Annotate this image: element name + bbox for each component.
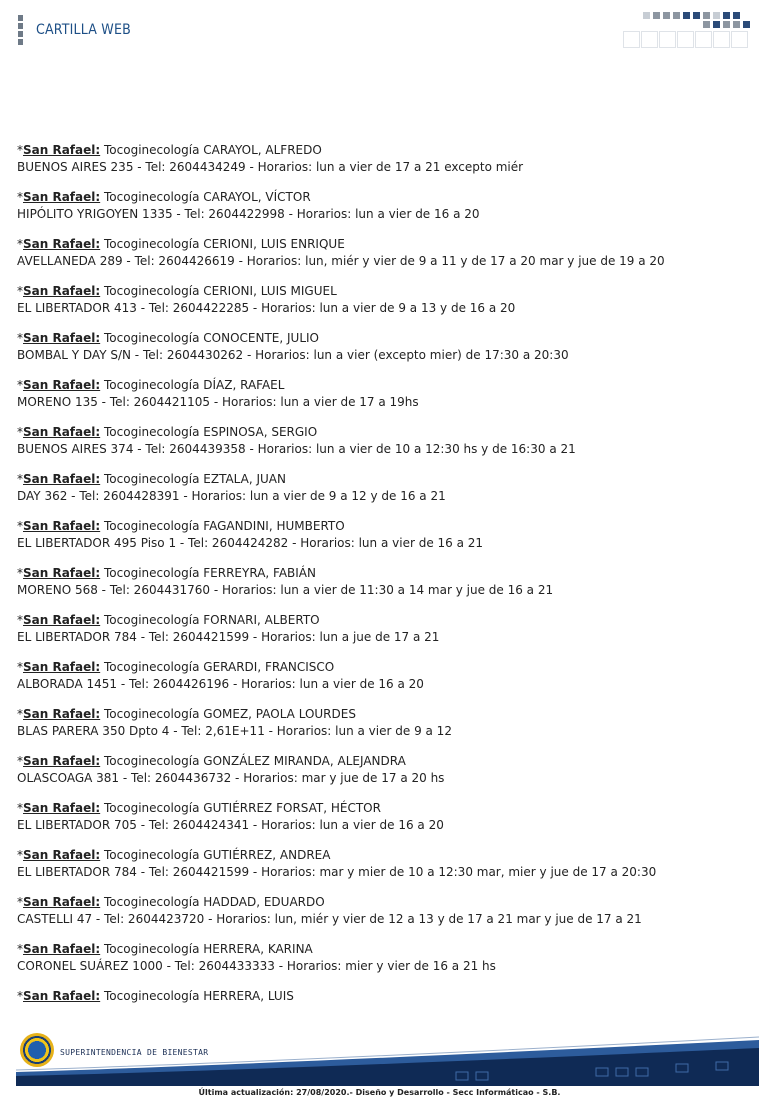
decor-square	[703, 21, 710, 28]
entry-details: DAY 362 - Tel: 2604428391 - Horarios: lun a vier de 9 a 12 y de 16 a 21	[17, 489, 446, 503]
decor-square	[743, 21, 750, 28]
entry-details: CASTELLI 47 - Tel: 2604423720 - Horarios: lun, miér y vier de 12 a 13 y de 17 a 21 mar y jue de 17 a 21	[17, 912, 642, 926]
decor-square	[673, 12, 680, 19]
decor-square	[643, 12, 650, 19]
entry-doctor: ESPINOSA, SERGIO	[203, 425, 318, 439]
entry-prefix: *	[17, 566, 23, 580]
entry-location: San Rafael:	[23, 472, 101, 486]
entry-heading	[17, 753, 747, 770]
entry-location: San Rafael:	[23, 190, 101, 204]
entry-details: OLASCOAGA 381 - Tel: 2604436732 - Horarios: mar y jue de 17 a 20 hs	[17, 771, 445, 785]
list-item	[17, 189, 747, 223]
page-header	[0, 0, 759, 60]
entry-prefix: *	[17, 660, 23, 674]
decor-box	[641, 31, 658, 48]
list-item	[17, 706, 747, 740]
entry-doctor: CONOCENTE, JULIO	[203, 331, 319, 345]
entry-specialty: Tocoginecología	[104, 895, 200, 909]
entry-prefix: *	[17, 143, 23, 157]
entry-specialty: Tocoginecología	[104, 660, 200, 674]
entry-specialty: Tocoginecología	[104, 472, 200, 486]
entry-heading	[17, 894, 747, 911]
entry-location: San Rafael:	[23, 613, 101, 627]
entry-heading	[17, 142, 747, 159]
seal-icon	[20, 1033, 54, 1067]
entry-doctor: GONZÁLEZ MIRANDA, ALEJANDRA	[203, 754, 406, 768]
list-item	[17, 377, 747, 411]
entry-heading	[17, 659, 747, 676]
entry-location: San Rafael:	[23, 942, 101, 956]
entry-doctor: GERARDI, FRANCISCO	[203, 660, 335, 674]
entry-details: CORONEL SUÁREZ 1000 - Tel: 2604433333 - Horarios: mier y vier de 16 a 21 hs	[17, 959, 496, 973]
entry-prefix: *	[17, 989, 23, 1003]
entry-specialty: Tocoginecología	[104, 190, 200, 204]
entry-prefix: *	[17, 425, 23, 439]
list-item	[17, 142, 747, 176]
entry-location: San Rafael:	[23, 566, 101, 580]
list-item	[17, 800, 747, 834]
entry-doctor: CERIONI, LUIS ENRIQUE	[203, 237, 345, 251]
entry-specialty: Tocoginecología	[104, 331, 200, 345]
entry-specialty: Tocoginecología	[104, 848, 200, 862]
entry-specialty: Tocoginecología	[104, 425, 200, 439]
list-item	[17, 565, 747, 599]
decor-square	[713, 21, 720, 28]
entry-heading	[17, 518, 747, 535]
entry-location: San Rafael:	[23, 143, 101, 157]
list-item	[17, 424, 747, 458]
entry-specialty: Tocoginecología	[104, 566, 200, 580]
entry-doctor: CARAYOL, VÍCTOR	[203, 190, 311, 204]
entry-prefix: *	[17, 613, 23, 627]
entry-doctor: GUTIÉRREZ, ANDREA	[203, 848, 331, 862]
decor-box	[677, 31, 694, 48]
list-item	[17, 330, 747, 364]
entry-details: BOMBAL Y DAY S/N - Tel: 2604430262 - Horarios: lun a vier (excepto mier) de 17:30 a 20:30	[17, 348, 569, 362]
list-item	[17, 847, 747, 881]
entry-heading	[17, 377, 747, 394]
entry-prefix: *	[17, 707, 23, 721]
entry-heading	[17, 612, 747, 629]
decor-square	[733, 21, 740, 28]
entry-heading	[17, 330, 747, 347]
entry-prefix: *	[17, 801, 23, 815]
provider-list	[17, 142, 747, 1005]
entry-doctor: HERRERA, LUIS	[203, 989, 294, 1003]
entry-prefix: *	[17, 237, 23, 251]
entry-location: San Rafael:	[23, 801, 101, 815]
entry-specialty: Tocoginecología	[104, 613, 200, 627]
entry-specialty: Tocoginecología	[104, 284, 200, 298]
entry-doctor: FAGANDINI, HUMBERTO	[203, 519, 345, 533]
entry-location: San Rafael:	[23, 754, 101, 768]
decor-square	[683, 12, 690, 19]
entry-specialty: Tocoginecología	[104, 707, 200, 721]
page-title: CARTILLA WEB	[36, 22, 131, 38]
list-item	[17, 753, 747, 787]
entry-details: ALBORADA 1451 - Tel: 2604426196 - Horarios: lun a vier de 16 a 20	[17, 677, 424, 691]
entry-details: BUENOS AIRES 374 - Tel: 2604439358 - Horarios: lun a vier de 10 a 12:30 hs y de 16:30 a 21	[17, 442, 576, 456]
decor-box	[731, 31, 748, 48]
entry-doctor: CARAYOL, ALFREDO	[203, 143, 322, 157]
entry-location: San Rafael:	[23, 707, 101, 721]
list-item	[17, 236, 747, 270]
entry-details: BLAS PARERA 350 Dpto 4 - Tel: 2,61E+11 - Horarios: lun a vier de 9 a 12	[17, 724, 452, 738]
list-item	[17, 894, 747, 928]
entry-details: EL LIBERTADOR 784 - Tel: 2604421599 - Horarios: mar y mier de 10 a 12:30 mar, mier y jue de 17 a 20:30	[17, 865, 657, 879]
decor-square	[723, 21, 730, 28]
entry-location: San Rafael:	[23, 660, 101, 674]
entry-location: San Rafael:	[23, 284, 101, 298]
entry-heading	[17, 236, 747, 253]
entry-heading	[17, 189, 747, 206]
list-item	[17, 518, 747, 552]
header-decoration-pattern	[623, 10, 753, 50]
entry-prefix: *	[17, 472, 23, 486]
entry-doctor: HADDAD, EDUARDO	[203, 895, 325, 909]
decor-box	[713, 31, 730, 48]
entry-location: San Rafael:	[23, 895, 101, 909]
decor-square	[663, 12, 670, 19]
entry-location: San Rafael:	[23, 378, 101, 392]
entry-prefix: *	[17, 519, 23, 533]
entry-heading	[17, 424, 747, 441]
decor-square	[693, 12, 700, 19]
entry-details: MORENO 135 - Tel: 2604421105 - Horarios: lun a vier de 17 a 19hs	[17, 395, 419, 409]
entry-prefix: *	[17, 284, 23, 298]
entry-location: San Rafael:	[23, 519, 101, 533]
entry-specialty: Tocoginecología	[104, 378, 200, 392]
entry-doctor: HERRERA, KARINA	[203, 942, 313, 956]
entry-prefix: *	[17, 942, 23, 956]
entry-prefix: *	[17, 754, 23, 768]
entry-heading	[17, 471, 747, 488]
footer-brand: SUPERINTENDENCIA DE BIENESTAR	[60, 1048, 209, 1057]
list-item	[17, 471, 747, 505]
entry-location: San Rafael:	[23, 237, 101, 251]
entry-prefix: *	[17, 895, 23, 909]
entry-specialty: Tocoginecología	[104, 143, 200, 157]
list-item	[17, 941, 747, 975]
entry-details: HIPÓLITO YRIGOYEN 1335 - Tel: 2604422998 - Horarios: lun a vier de 16 a 20	[17, 207, 480, 221]
entry-details: BUENOS AIRES 235 - Tel: 2604434249 - Horarios: lun a vier de 17 a 21 excepto miér	[17, 160, 524, 174]
entry-doctor: GOMEZ, PAOLA LOURDES	[203, 707, 356, 721]
entry-details: EL LIBERTADOR 495 Piso 1 - Tel: 2604424282 - Horarios: lun a vier de 16 a 21	[17, 536, 484, 550]
entry-heading	[17, 706, 747, 723]
entry-doctor: GUTIÉRREZ FORSAT, HÉCTOR	[203, 801, 381, 815]
entry-details: EL LIBERTADOR 413 - Tel: 2604422285 - Horarios: lun a vier de 9 a 13 y de 16 a 20	[17, 301, 516, 315]
entry-location: San Rafael:	[23, 425, 101, 439]
decor-box	[695, 31, 712, 48]
decor-box	[659, 31, 676, 48]
footer-update-note: Última actualización: 27/08/2020.- Diseño y Desarrollo - Secc Informáticao - S.B.	[198, 1088, 561, 1097]
decor-box	[623, 31, 640, 48]
entry-heading	[17, 847, 747, 864]
entry-prefix: *	[17, 378, 23, 392]
entry-doctor: CERIONI, LUIS MIGUEL	[203, 284, 337, 298]
decor-square	[733, 12, 740, 19]
entry-heading	[17, 988, 747, 1005]
entry-heading	[17, 941, 747, 958]
header-accent-bar	[18, 15, 23, 47]
entry-details: AVELLANEDA 289 - Tel: 2604426619 - Horarios: lun, miér y vier de 9 a 11 y de 17 a 20 mar y jue de 19 a 20	[17, 254, 665, 268]
entry-location: San Rafael:	[23, 331, 101, 345]
decor-square	[653, 12, 660, 19]
entry-heading	[17, 565, 747, 582]
list-item	[17, 659, 747, 693]
entry-doctor: EZTALA, JUAN	[203, 472, 286, 486]
entry-prefix: *	[17, 190, 23, 204]
list-item	[17, 988, 747, 1005]
entry-details: EL LIBERTADOR 784 - Tel: 2604421599 - Horarios: lun a jue de 17 a 21	[17, 630, 440, 644]
entry-specialty: Tocoginecología	[104, 519, 200, 533]
entry-specialty: Tocoginecología	[104, 942, 200, 956]
list-item	[17, 612, 747, 646]
entry-details: MORENO 568 - Tel: 2604431760 - Horarios: lun a vier de 11:30 a 14 mar y jue de 16 a 21	[17, 583, 554, 597]
entry-specialty: Tocoginecología	[104, 237, 200, 251]
entry-specialty: Tocoginecología	[104, 801, 200, 815]
entry-doctor: FORNARI, ALBERTO	[203, 613, 320, 627]
entry-heading	[17, 283, 747, 300]
entry-doctor: FERREYRA, FABIÁN	[203, 566, 316, 580]
entry-heading	[17, 800, 747, 817]
decor-square	[723, 12, 730, 19]
entry-doctor: DÍAZ, RAFAEL	[203, 378, 285, 392]
list-item	[17, 283, 747, 317]
entry-location: San Rafael:	[23, 848, 101, 862]
entry-specialty: Tocoginecología	[104, 754, 200, 768]
entry-specialty: Tocoginecología	[104, 989, 200, 1003]
entry-prefix: *	[17, 848, 23, 862]
decor-square	[703, 12, 710, 19]
entry-location: San Rafael:	[23, 989, 101, 1003]
entry-prefix: *	[17, 331, 23, 345]
decor-square	[713, 12, 720, 19]
footer-wave-band	[16, 1028, 759, 1086]
entry-details: EL LIBERTADOR 705 - Tel: 2604424341 - Horarios: lun a vier de 16 a 20	[17, 818, 444, 832]
